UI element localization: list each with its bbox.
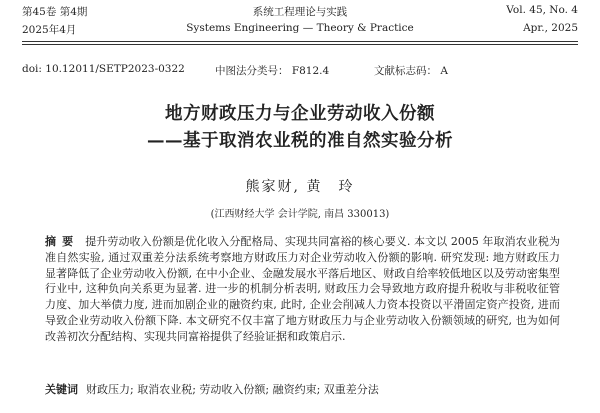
doi[interactable]: doi: 10.12011/SETP2023-0322 <box>22 63 185 75</box>
header-rule-1 <box>22 41 578 42</box>
issue-date-en: Apr., 2025 <box>523 22 578 34</box>
keywords-text: 财政压力; 取消农业税; 劳动收入份额; 融资约束; 双重差分法 <box>86 383 379 396</box>
volume-issue-en: Vol. 45, No. 4 <box>506 4 578 16</box>
header-rule-2 <box>22 44 578 45</box>
journal-title-cn: 系统工程理论与实践 <box>252 6 348 18</box>
authors: 熊家财, 黄 玲 <box>245 179 355 195</box>
keywords <box>45 381 379 397</box>
document-code: 文献标志码： A <box>374 65 448 77</box>
keywords-label: 关键词 <box>45 383 78 396</box>
affiliation: (江西财经大学 会计学院, 南昌 330013) <box>210 209 390 220</box>
paper-title: 地方财政压力与企业劳动收入份额 <box>165 104 435 124</box>
abstract-text: 提升劳动收入份额是优化收入分配格局、实现共同富裕的核心要义. 本文以 2005 年取消农业税为准自然实验, 通过双重差分法系统考察地方财政压力对企业劳动收入份额的影响. 研究发现: 地方财政压力显著降低了企业劳动收入份额, 在中小企业、金融发展水平落后地区、财政自给率较低地区以及劳动密集型行业中, 这种负向关系更为显著. 进一步的机制分析表明, 财政压力会导致地方政府提升税收与非税收征管力度、加大举债力度, 进而加剧企业的融资约束, 此时, 企业会削减人力资本投资以平滑固定资产投资, 进而导致企业劳动收入份额下降. 本文研究不仅丰富了地方财政压力与企业劳动收入份额领域的研究, 也为如何改善初次分配结构、实现共同富裕提供了经验证据和政策启示. <box>45 235 560 343</box>
abstract-label: 摘要 <box>45 235 80 248</box>
paper-subtitle: ——基于取消农业税的准自然实验分析 <box>147 131 453 151</box>
journal-title-en: Systems Engineering — Theory & Practice <box>186 22 414 34</box>
volume-issue: 第45卷 第4期 <box>22 6 88 18</box>
abstract <box>45 234 560 345</box>
clc-number: 中图法分类号： F812.4 <box>215 65 330 77</box>
issue-date: 2025年4月 <box>22 24 77 36</box>
